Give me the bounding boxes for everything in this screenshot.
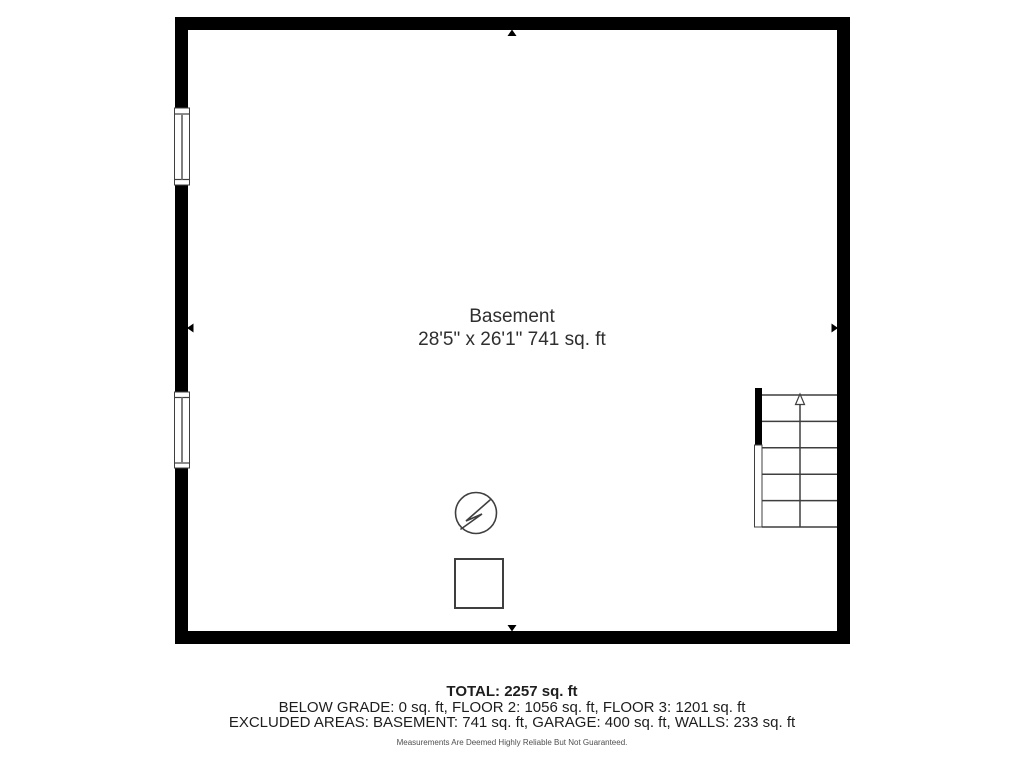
- area-summary: [0, 684, 1024, 731]
- window-icon: [175, 108, 190, 185]
- utility-box-icon: [455, 559, 503, 608]
- floor-breakdown-line: BELOW GRADE: 0 sq. ft, FLOOR 2: 1056 sq. ft, FLOOR 3: 1201 sq. ft: [278, 698, 746, 716]
- disclaimer-text: Measurements Are Deemed Highly Reliable But Not Guaranteed.: [396, 738, 628, 747]
- total-area-line: TOTAL: 2257 sq. ft: [446, 683, 578, 700]
- room-dimensions: 28'5" x 26'1" 741 sq. ft: [418, 329, 606, 350]
- stair-stringer: [755, 445, 763, 527]
- stair-interior-wall: [755, 388, 762, 445]
- window-icon: [175, 392, 190, 468]
- room-name: Basement: [469, 306, 555, 327]
- excluded-areas-line: EXCLUDED AREAS: BASEMENT: 741 sq. ft, GARAGE: 400 sq. ft, WALLS: 233 sq. ft: [228, 714, 796, 731]
- room-label: [0, 305, 1024, 351]
